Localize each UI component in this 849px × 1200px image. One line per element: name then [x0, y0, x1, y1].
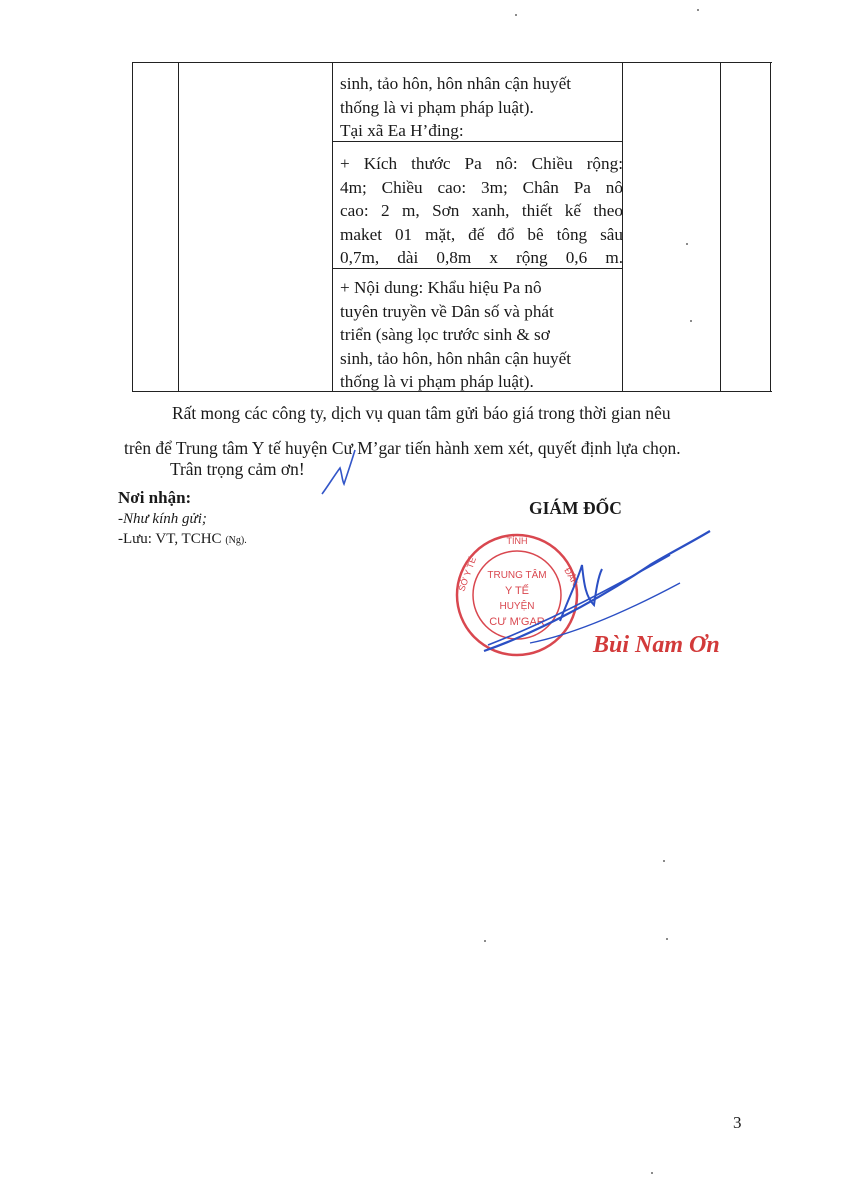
scan-speck — [697, 9, 699, 11]
recipient-item-main: -Lưu: VT, TCHC — [118, 531, 222, 547]
table-cell-content — [340, 152, 623, 270]
svg-text:Y TẾ: Y TẾ — [504, 585, 530, 597]
recipients-heading: Nơi nhận: — [118, 488, 192, 507]
recipient-item: -Như kính gửi; — [118, 511, 207, 527]
cell-line: thống là vi phạm pháp luật). — [340, 372, 534, 391]
cell-line: triển (sàng lọc trước sinh & sơ — [340, 325, 550, 344]
scan-speck — [686, 243, 688, 245]
svg-text:HUYỆN: HUYỆN — [499, 601, 535, 612]
cell-line: maket 01 mặt, đế đổ bê tông sâu — [340, 224, 623, 244]
page-number: 3 — [733, 1113, 742, 1132]
table-border-right — [770, 62, 771, 392]
table-column-divider — [720, 62, 721, 392]
svg-text:TỈNH: TỈNH — [506, 536, 528, 546]
scan-speck — [690, 320, 692, 322]
signer-name: Bùi Nam Ơn — [593, 632, 720, 658]
cell-line: tuyên truyền về Dân số và phát — [340, 301, 554, 321]
cell-line: sinh, tảo hôn, hôn nhân cận huyết — [340, 348, 572, 368]
cell-line: 4m; Chiều cao: 3m; Chân Pa nô — [340, 177, 623, 197]
svg-text:CƯ M'GAR: CƯ M'GAR — [489, 616, 545, 628]
svg-text:SỞ Y TẾ: SỞ Y TẾ — [456, 555, 479, 593]
scan-speck — [663, 860, 665, 862]
scan-speck — [484, 940, 486, 942]
table-cell-content — [340, 72, 623, 143]
cell-line: 0,7m, dài 0,8m x rộng 0,6 m. — [340, 248, 623, 267]
cell-line: thống là vi phạm pháp luật). — [340, 97, 534, 117]
table-border-left — [132, 62, 133, 392]
cell-line: sinh, tảo hôn, hôn nhân cận huyết — [340, 74, 572, 93]
table-column-divider — [332, 62, 333, 392]
table-cell-content — [340, 276, 623, 394]
recipient-item-sub: (Ng). — [225, 535, 247, 546]
cell-line: cao: 2 m, Sơn xanh, thiết kế theo — [340, 201, 623, 220]
cell-line: Tại xã Ea H’đing: — [340, 121, 464, 140]
cell-line: + Nội dung: Khẩu hiệu Pa nô — [340, 278, 542, 297]
scan-speck — [651, 1172, 653, 1174]
scan-speck — [666, 938, 668, 940]
request-paragraph-line: Rất mong các công ty, dịch vụ quan tâm gửi báo giá trong thời gian nêu — [172, 403, 671, 423]
table-column-divider — [178, 62, 179, 392]
request-paragraph-line: trên để Trung tâm Y tế huyện Cư M’gar tiến hành xem xét, quyết định lựa chọn. — [124, 438, 681, 458]
table-border-top — [132, 62, 772, 63]
cell-line: + Kích thước Pa nô: Chiều rộng: — [340, 154, 623, 173]
svg-text:ĐẮK: ĐẮK — [562, 566, 581, 588]
signer-title: GIÁM ĐỐC — [529, 498, 622, 518]
svg-text:TRUNG TÂM: TRUNG TÂM — [487, 570, 547, 581]
recipient-item — [118, 527, 247, 553]
thanks-line: Trân trọng cảm ơn! — [170, 459, 305, 479]
check-mark-icon — [318, 446, 358, 498]
scan-speck — [515, 14, 517, 16]
